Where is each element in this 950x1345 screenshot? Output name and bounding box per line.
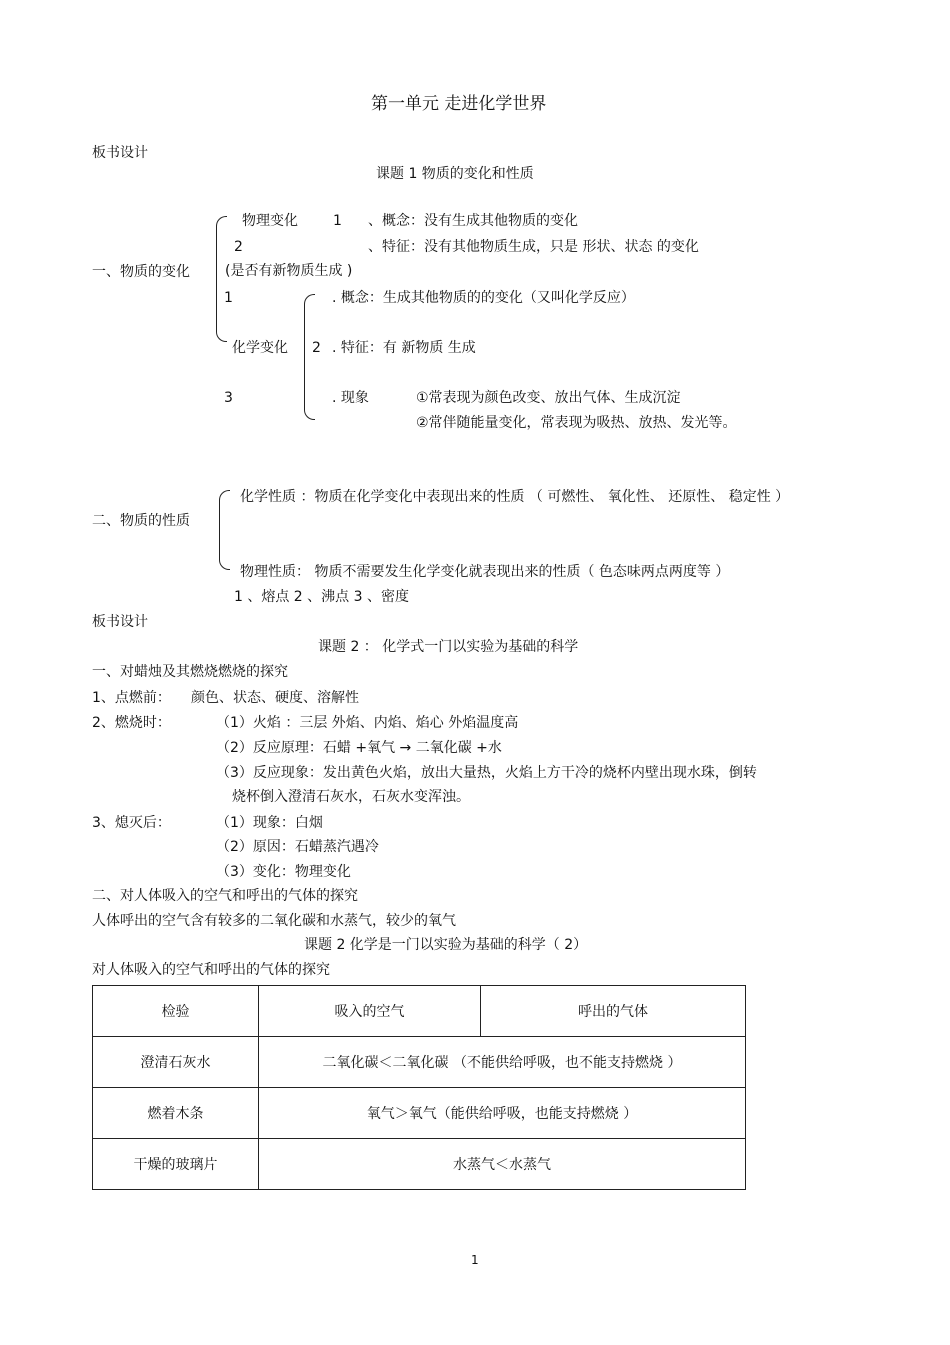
table-header: 检验 <box>93 986 259 1037</box>
candle-step-label: 3、熄灭后： <box>92 815 171 831</box>
property-heading: 二、物质的性质 <box>92 513 190 529</box>
candle-step-text: （3）反应现象：发出黄色火焰，放出大量热，火焰上方干冷的烧杯内壁出现水珠，倒转 <box>216 765 757 781</box>
phenomenon-line: ②常伴随能量变化，常表现为吸热、放热、发光等。 <box>416 415 737 431</box>
candle-step-text: 烧杯倒入澄清石灰水，石灰水变浑浊。 <box>232 789 470 805</box>
table-cell: 燃着木条 <box>93 1088 259 1139</box>
breath-heading: 二、对人体吸入的空气和呼出的气体的探究 <box>92 888 358 904</box>
lesson-title: 课题 1 物质的变化和性质 <box>376 166 534 182</box>
candle-step-text: （2）原因：石蜡蒸汽遇冷 <box>216 839 379 855</box>
chem-item-text: . 特征：有 新物质 生成 <box>332 340 476 356</box>
outer-brace <box>216 216 227 342</box>
inner-brace <box>304 294 315 420</box>
section-label: 板书设计 <box>92 145 148 161</box>
physical-property-list: 1 、熔点 2 、沸点 3 、密度 <box>234 589 409 605</box>
table-row <box>93 1139 746 1190</box>
physical-property-line: 物理性质： 物质不需要发生化学变化就表现出来的性质（ 色态味两点两度等 ） <box>240 564 730 580</box>
table-cell: 水蒸气＜水蒸气 <box>259 1139 746 1190</box>
chem-item-num: 2 <box>312 340 321 356</box>
table-header-row <box>93 986 746 1037</box>
candle-step-text: （1）现象：白烟 <box>216 815 323 831</box>
chem-item-text: . 现象 <box>332 390 369 406</box>
candle-step-text: 颜色、状态、硬度、溶解性 <box>191 690 359 706</box>
table-caption: 对人体吸入的空气和呼出的气体的探究 <box>92 962 330 978</box>
table-header: 吸入的空气 <box>259 986 481 1037</box>
candle-step-text: （2）反应原理：石蜡 +氧气 → 二氧化碳 +水 <box>216 740 502 756</box>
chemical-change-label: 化学变化 <box>232 340 288 356</box>
page-number: 1 <box>471 1253 479 1267</box>
chem-item-num: 1 <box>224 290 233 306</box>
lesson-title: 课题 2 化学是一门以实验为基础的科学（ 2） <box>304 937 588 953</box>
breath-text: 人体呼出的空气含有较多的二氧化碳和水蒸气，较少的氧气 <box>92 913 456 929</box>
chem-item-num: 3 <box>224 390 233 406</box>
candle-heading: 一、对蜡烛及其燃烧燃烧的探究 <box>92 664 288 680</box>
table-row <box>93 1088 746 1139</box>
table-cell: 干燥的玻璃片 <box>93 1139 259 1190</box>
phys-item-num: 2 <box>234 239 243 255</box>
table-cell: 氧气＞氧气（能供给呼吸，也能支持燃烧 ） <box>259 1088 746 1139</box>
phys-item-text: 、特征：没有其他物质生成，只是 形状、状态 的变化 <box>368 239 699 255</box>
table-cell: 澄清石灰水 <box>93 1037 259 1088</box>
phys-item-continuation: (是否有新物质生成 ) <box>225 263 353 279</box>
candle-step-text: （1）火焰 ：三层 外焰、内焰、焰心 外焰温度高 <box>216 715 519 731</box>
candle-step-label: 2、燃烧时： <box>92 715 171 731</box>
candle-step-text: （3）变化：物理变化 <box>216 864 351 880</box>
document-title: 第一单元 走进化学世界 <box>371 94 547 114</box>
table-row <box>93 1037 746 1088</box>
comparison-table <box>92 985 746 1190</box>
section-label: 板书设计 <box>92 614 148 630</box>
lesson-title: 课题 2 ： 化学式一门以实验为基础的科学 <box>318 639 579 655</box>
physical-change-label: 物理变化 <box>242 213 298 229</box>
chem-item-text: . 概念：生成其他物质的的变化（又叫化学反应） <box>332 290 635 306</box>
change-heading: 一、物质的变化 <box>92 264 190 280</box>
table-header: 呼出的气体 <box>481 986 746 1037</box>
property-brace <box>219 490 230 570</box>
chemical-property-line: 化学性质 ：物质在化学变化中表现出来的性质 （ 可燃性、 氧化性、 还原性、 稳定性 ） <box>240 489 790 505</box>
phys-item-num: 1 <box>333 213 342 229</box>
table-cell: 二氧化碳＜二氧化碳 （不能供给呼吸，也不能支持燃烧 ） <box>259 1037 746 1088</box>
phenomenon-line: ①常表现为颜色改变、放出气体、生成沉淀 <box>416 390 681 406</box>
candle-step-label: 1、点燃前： <box>92 690 171 706</box>
phys-item-text: 、概念：没有生成其他物质的变化 <box>368 213 578 229</box>
